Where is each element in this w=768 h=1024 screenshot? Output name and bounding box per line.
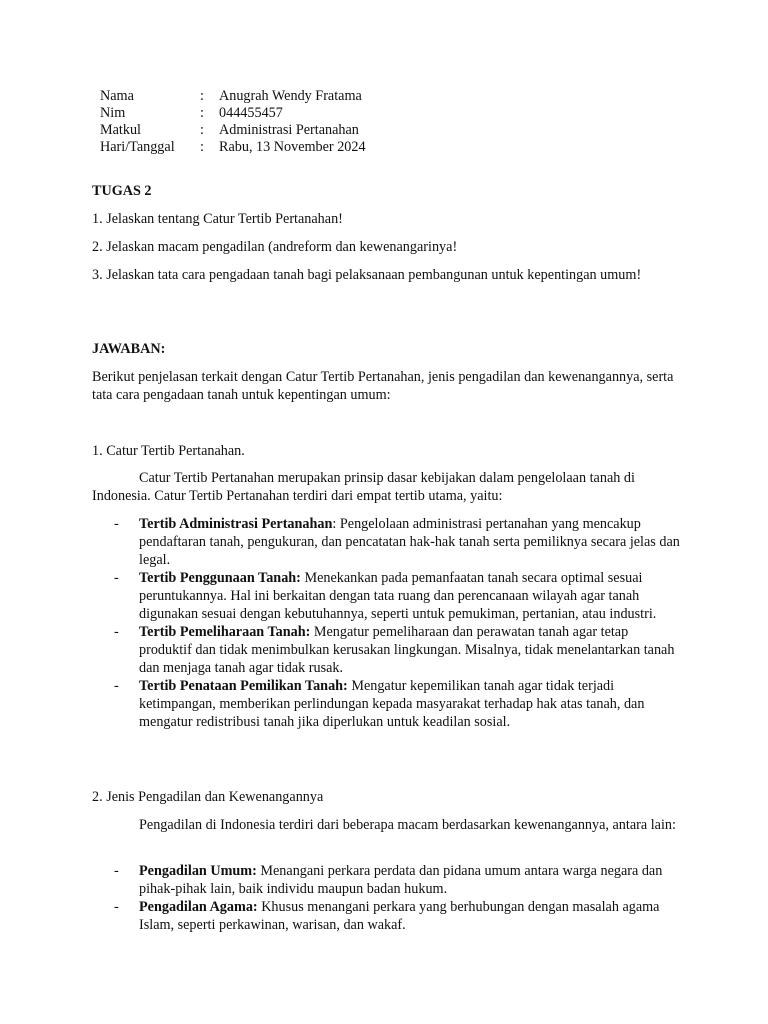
info-label: Matkul — [100, 122, 141, 138]
list-item — [114, 569, 684, 623]
item-term: Pengadilan Agama: — [139, 899, 258, 915]
item-term: Tertib Pemeliharaan Tanah: — [139, 624, 311, 640]
item-term: Tertib Penggunaan Tanah: — [139, 570, 301, 586]
info-label: Nama — [100, 88, 134, 104]
item-term: Pengadilan Umum: — [139, 863, 257, 879]
info-row-nama — [100, 87, 660, 104]
list-item — [114, 898, 684, 934]
question-3: 3. Jelaskan tata cara pengadaan tanah bagi pelaksanaan pembangunan untuk kepentingan umum! — [92, 267, 642, 283]
section-1-heading: 1. Catur Tertib Pertanahan. — [92, 443, 245, 459]
list-item — [114, 623, 684, 677]
item-text: Menekankan pada pemanfaatan tanah secara optimal sesuai peruntukannya. Hal ini berkaitan dengan tata ruang dan perencanaan wilayah agar tanah digunakan sesuai dengan kebutuhannya, seperti untuk pemukiman, pertanian, atau industri. — [139, 570, 657, 622]
question-2: 2. Jelaskan macam pengadilan (andreform dan kewenangarinya! — [92, 239, 458, 255]
bullet-dash: - — [114, 624, 119, 640]
section-1-paragraph: Catur Tertib Pertanahan merupakan prinsip dasar kebijakan dalam pengelolaan tanah di Indonesia. Catur Tertib Pertanahan terdiri dari empat tertib utama, yaitu: — [92, 470, 635, 504]
list-item — [114, 515, 684, 569]
info-row-hari-tanggal — [100, 138, 660, 155]
item-text: Mengatur pemeliharaan dan perawatan tanah agar tetap produktif dan tidak menimbulkan kerusakan lingkungan. Misalnya, tidak menelantarkan tanah dan menjaga tanah agar tidak rusak. — [139, 624, 675, 676]
list-item — [114, 862, 684, 898]
section-2-list — [114, 862, 684, 934]
info-label: Hari/Tanggal — [100, 139, 175, 155]
info-value: Rabu, 13 November 2024 — [219, 139, 366, 155]
task-title: TUGAS 2 — [92, 183, 152, 199]
item-term: Tertib Administrasi Pertanahan — [139, 516, 333, 532]
item-text: Menangani perkara perdata dan pidana umum antara warga negara dan pihak-pihak lain, baik individu maupun badan hukum. — [139, 863, 663, 897]
item-term: Tertib Penataan Pemilikan Tanah: — [139, 678, 348, 694]
info-row-matkul — [100, 121, 660, 138]
info-colon: : — [200, 88, 204, 104]
info-colon: : — [200, 139, 204, 155]
info-row-nim — [100, 104, 660, 121]
item-text: Mengatur kepemilikan tanah agar tidak terjadi ketimpangan, memberikan perlindungan kepada masyarakat terhadap hak atas tanah, dan mengatur redistribusi tanah jika diperlukan untuk keadilan sosial. — [139, 678, 645, 730]
question-1: 1. Jelaskan tentang Catur Tertib Pertanahan! — [92, 211, 343, 227]
info-value: 044455457 — [219, 105, 283, 121]
section-2-paragraph: Pengadilan di Indonesia terdiri dari beberapa macam berdasarkan kewenangannya, antara lain: — [139, 817, 676, 833]
bullet-dash: - — [114, 516, 119, 532]
section-2-heading: 2. Jenis Pengadilan dan Kewenangannya — [92, 789, 324, 805]
answer-intro: Berikut penjelasan terkait dengan Catur Tertib Pertanahan, jenis pengadilan dan kewenangannya, serta tata cara pengadaan tanah untuk kepentingan umum: — [92, 369, 674, 403]
info-colon: : — [200, 122, 204, 138]
answer-title: JAWABAN: — [92, 341, 166, 357]
bullet-dash: - — [114, 678, 119, 694]
info-value: Anugrah Wendy Fratama — [219, 88, 362, 104]
info-value: Administrasi Pertanahan — [219, 122, 359, 138]
bullet-dash: - — [114, 570, 119, 586]
list-item — [114, 677, 684, 731]
info-label: Nim — [100, 105, 126, 121]
item-text: : Pengelolaan administrasi pertanahan yang mencakup pendaftaran tanah, pengukuran, dan pencatatan hak-hak tanah serta pemiliknya secara jelas dan legal. — [139, 516, 680, 568]
section-1-list — [114, 515, 684, 731]
info-colon: : — [200, 105, 204, 121]
item-text: Khusus menangani perkara yang berhubungan dengan masalah agama Islam, seperti perkawinan, warisan, dan wakaf. — [139, 899, 660, 933]
bullet-dash: - — [114, 899, 119, 915]
bullet-dash: - — [114, 863, 119, 879]
